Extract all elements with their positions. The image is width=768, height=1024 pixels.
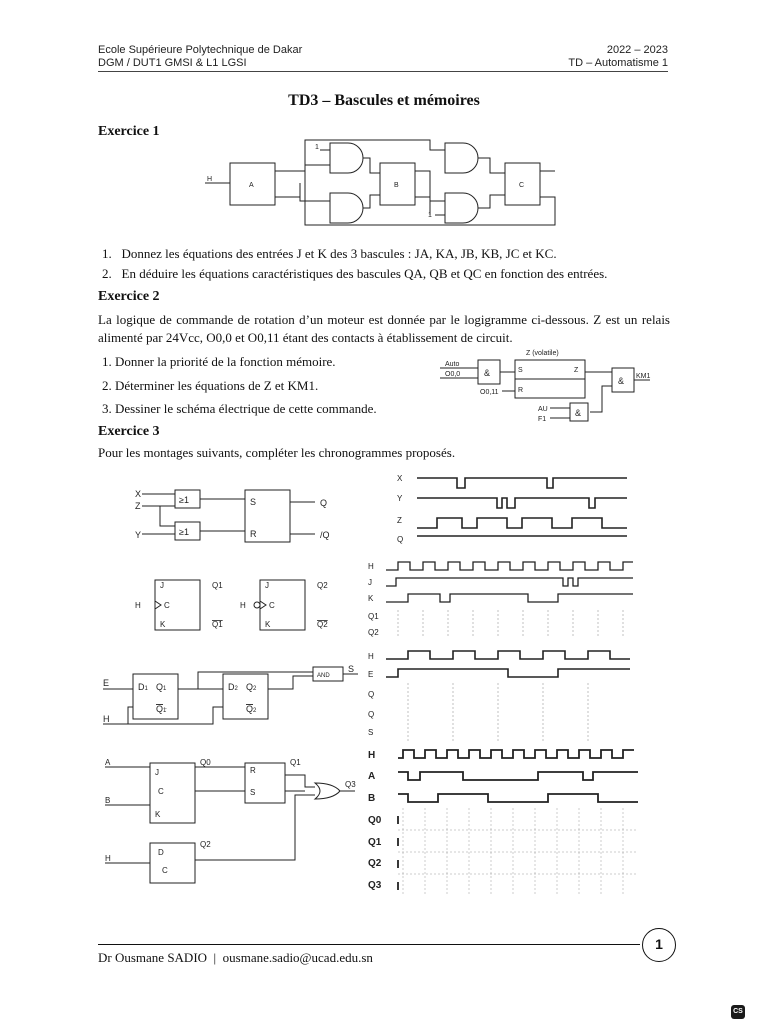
jk2-q-label: Q2 xyxy=(317,581,328,590)
t4-h-label: H xyxy=(368,750,376,761)
exercise-3-heading: Exercice 3 xyxy=(98,424,160,439)
q2-label-4: Q2 xyxy=(200,840,211,849)
d2-label: D2 xyxy=(228,682,238,692)
exercise-1-circuit xyxy=(205,135,560,230)
r-label: R xyxy=(250,529,257,539)
jk-c-label: C xyxy=(158,787,164,796)
h-input-label-4: H xyxy=(105,854,111,863)
page-title: TD3 – Bascules et mémoires xyxy=(288,92,480,109)
t1-z-label: Z xyxy=(397,516,402,525)
footer-author: Dr Ousmane SADIO | ousmane.sadio@ucad.edu.sn xyxy=(98,950,373,965)
circuit-jk xyxy=(130,575,350,635)
h-input-label: H xyxy=(103,714,110,724)
reset-label: R xyxy=(518,387,524,394)
t4-q0-label: Q0 xyxy=(368,815,382,826)
footer-divider xyxy=(98,944,640,945)
school-name: Ecole Supérieure Polytechnique de Dakar xyxy=(98,44,303,56)
t4-b-label: B xyxy=(368,793,376,804)
jk2-h-label: H xyxy=(240,601,246,610)
exercise-1-item-2: 2. En déduire les équations caractéristiques des bascules QA, QB et QC en fonction des entrées. xyxy=(102,266,608,281)
jk2-j-label: J xyxy=(265,581,269,590)
q1-label: Q1 xyxy=(156,682,167,692)
camscanner-badge-icon: CS xyxy=(731,1005,745,1019)
academic-year: 2022 – 2023 xyxy=(606,44,668,56)
and-gate-label: AND xyxy=(317,673,330,679)
nq-label: /Q xyxy=(320,530,330,540)
department: DGM / DUT1 GMSI & L1 LGSI xyxy=(98,57,247,69)
t1-q-label: Q xyxy=(397,535,404,544)
and-gate-3-label: & xyxy=(575,408,582,418)
rs-s-label: S xyxy=(250,788,256,797)
t4-q1-label: Q1 xyxy=(368,837,382,848)
ff-a-label: A xyxy=(249,182,254,189)
exercise-1-heading: Exercice 1 xyxy=(98,124,160,139)
author-email-link[interactable]: ousmane.sadio@ucad.edu.sn xyxy=(222,950,373,965)
ff-b-label: B xyxy=(394,182,399,189)
o011-label: O0,11 xyxy=(480,389,499,396)
or-gate-2-label: ≥1 xyxy=(179,527,189,537)
and-gate-1-label: & xyxy=(484,368,491,378)
timing-diagram-4 xyxy=(368,746,643,896)
jk1-k-label: K xyxy=(160,620,166,629)
t3-s-label: S xyxy=(368,728,374,737)
exercise-2-item-1: 1. Donner la priorité de la fonction mémoire. xyxy=(102,354,336,369)
jk2-k-label: K xyxy=(265,620,271,629)
au-label: AU xyxy=(538,406,548,413)
t3-q1-label: Q xyxy=(368,690,375,699)
jk-k-label: K xyxy=(155,810,161,819)
exercise-1-item-1: 1. Donnez les équations des entrées J et K des 3 bascules : JA, KA, JB, KB, JC et KC. xyxy=(102,246,557,261)
q3-label: Q3 xyxy=(345,780,356,789)
km1-label: KM1 xyxy=(636,373,651,380)
t4-a-label: A xyxy=(368,771,376,782)
jk2-c-label: C xyxy=(269,601,275,610)
s-output-label: S xyxy=(348,664,355,674)
jk-j-label: J xyxy=(155,768,159,777)
t3-q2-label: Q xyxy=(368,710,375,719)
exercise-2-intro: La logique de commande de rotation d’un moteur est donnée par le logigramme ci-dessous. Z est un relais alimenté par 24Vcc, O0,0 et O0,11 étant des contacts à établissement de circuit. xyxy=(98,312,670,345)
f1-label: F1 xyxy=(538,416,547,423)
e-input-label: E xyxy=(103,678,110,688)
o00-label: O0,0 xyxy=(445,371,461,378)
d-label: D xyxy=(158,848,164,857)
and-gate-2-label: & xyxy=(618,376,625,386)
header-divider xyxy=(98,71,668,72)
b-input-label: B xyxy=(105,796,111,805)
jk1-j-label: J xyxy=(160,581,164,590)
y-input-label: Y xyxy=(135,530,142,540)
z-input-label: Z xyxy=(135,501,141,511)
q0-label: Q0 xyxy=(200,758,211,767)
t2-q2-label: Q2 xyxy=(368,628,379,637)
t4-q3-label: Q3 xyxy=(368,880,382,891)
exercise-2-logigram xyxy=(440,348,670,428)
nq1-label: Q1 xyxy=(156,704,167,714)
circuit-rs-or xyxy=(130,482,370,552)
t2-j-label: J xyxy=(368,578,372,587)
jk1-h-label: H xyxy=(135,601,141,610)
or-gate-1-label: ≥1 xyxy=(179,495,189,505)
clock-label: H xyxy=(207,176,213,183)
auto-label: Auto xyxy=(445,361,460,368)
exercise-2-item-3: 3. Dessiner le schéma électrique de cette commande. xyxy=(102,401,377,416)
z-volatile-label: Z (volatile) xyxy=(526,350,559,357)
const-one-label: 1 xyxy=(315,144,319,151)
circuit-mixed xyxy=(100,755,370,890)
nq2-label: Q2 xyxy=(246,704,257,714)
ff-c-label: C xyxy=(519,182,525,189)
q1-label-4: Q1 xyxy=(290,758,301,767)
circuit-d-and xyxy=(98,662,368,732)
course-name: TD – Automatisme 1 xyxy=(568,57,668,69)
t2-q1-label: Q1 xyxy=(368,612,379,621)
a-input-label: A xyxy=(105,758,111,767)
x-input-label: X xyxy=(135,489,142,499)
d1-label: D1 xyxy=(138,682,148,692)
t1-y-label: Y xyxy=(397,494,403,503)
set-label: S xyxy=(518,367,523,374)
jk2-nq-label: Q2 xyxy=(317,620,328,629)
timing-diagram-1 xyxy=(397,470,637,545)
exercise-2-item-2: 2. Déterminer les équations de Z et KM1. xyxy=(102,378,319,393)
jk1-nq-label: Q1 xyxy=(212,620,223,629)
const-one-label-2: 1 xyxy=(428,212,432,219)
t2-h-label: H xyxy=(368,562,374,571)
t3-h-label: H xyxy=(368,652,374,661)
t1-x-label: X xyxy=(397,474,403,483)
q2-label: Q2 xyxy=(246,682,257,692)
s-label: S xyxy=(250,497,257,507)
t3-e-label: E xyxy=(368,670,374,679)
page-number: 1 xyxy=(642,928,676,962)
d-c-label: C xyxy=(162,866,168,875)
jk1-q-label: Q1 xyxy=(212,581,223,590)
jk1-c-label: C xyxy=(164,601,170,610)
timing-diagram-2 xyxy=(368,560,638,640)
rs-r-label: R xyxy=(250,766,256,775)
timing-diagram-3 xyxy=(368,647,638,742)
t4-q2-label: Q2 xyxy=(368,858,382,869)
t2-k-label: K xyxy=(368,594,374,603)
z-output-label: Z xyxy=(574,367,579,374)
exercise-2-heading: Exercice 2 xyxy=(98,289,160,304)
q-label: Q xyxy=(320,498,328,508)
exercise-3-intro: Pour les montages suivants, compléter les chronogrammes proposés. xyxy=(98,445,456,460)
